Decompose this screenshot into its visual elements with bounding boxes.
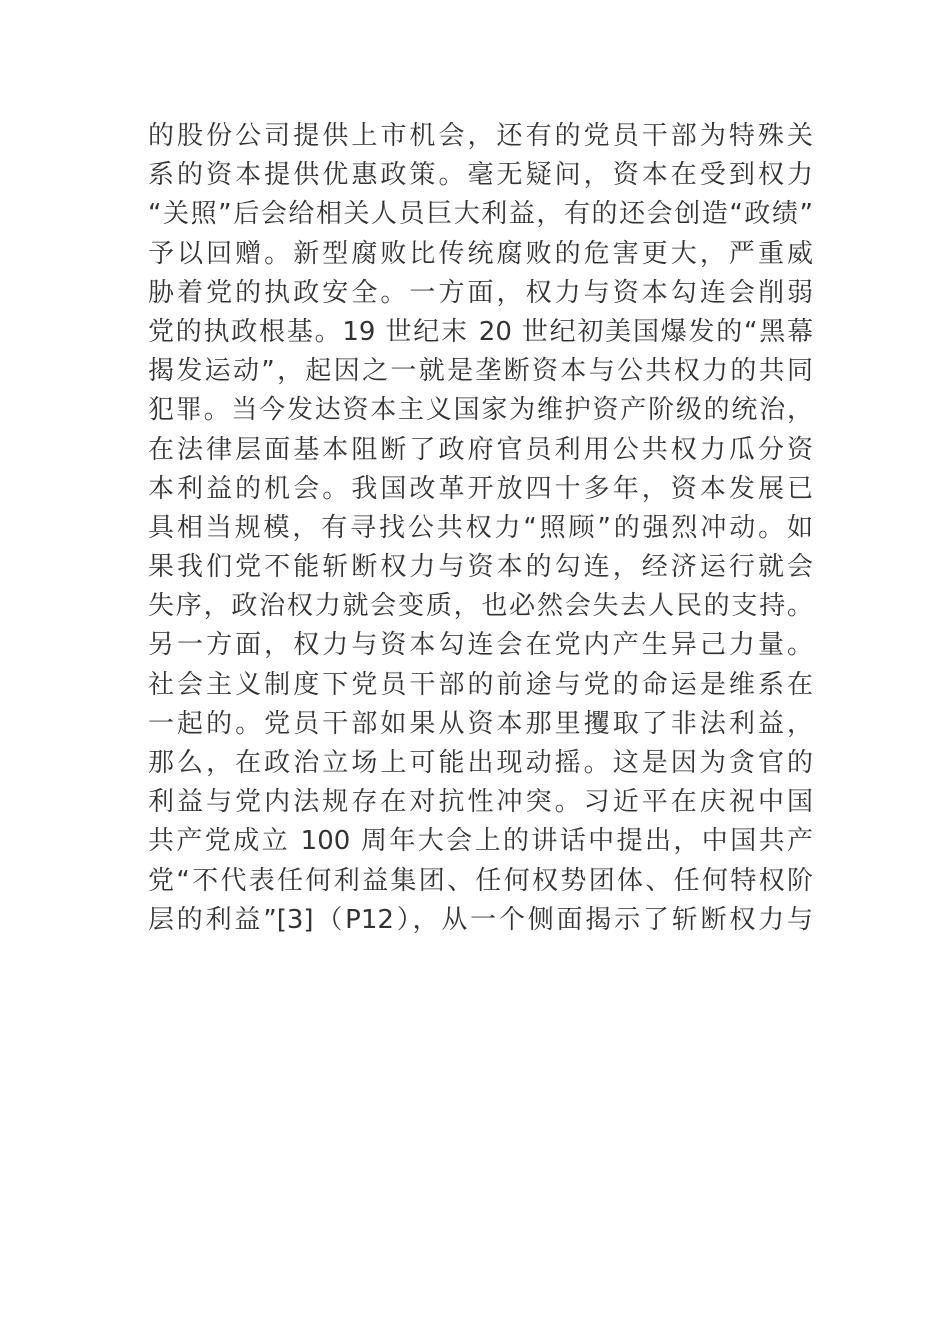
text-line-2: 系的资本提供优惠政策。毫无疑问，资本在受到权力 bbox=[148, 160, 813, 191]
text-line-21: 层的利益”[3]（P12），从一个侧面揭示了斩断权力与 bbox=[148, 904, 813, 935]
text-line-3: “关照”后会给相关人员巨大利益，有的还会创造“政绩” bbox=[148, 199, 813, 230]
body-paragraph bbox=[148, 117, 813, 940]
text-line-20: 党“不代表任何利益集团、任何权势团体、任何特权阶 bbox=[148, 865, 813, 896]
text-line-14: 另一方面，权力与资本勾连会在党内产生异己力量。 bbox=[148, 630, 813, 661]
text-line-17: 那么，在政治立场上可能出现动摇。这是因为贪官的 bbox=[148, 748, 813, 778]
text-line-4: 予以回赠。新型腐败比传统腐败的危害更大，严重威 bbox=[148, 238, 813, 269]
text-line-6: 党的执政根基。19 世纪末 20 世纪初美国爆发的“黑幕 bbox=[148, 316, 813, 347]
text-line-19: 共产党成立 100 周年大会上的讲话中提出，中国共产 bbox=[148, 826, 813, 857]
text-line-8: 犯罪。当今发达资本主义国家为维护资产阶级的统治， bbox=[148, 395, 813, 426]
text-line-11: 具相当规模，有寻找公共权力“照顾”的强烈冲动。如 bbox=[148, 512, 813, 543]
text-line-7: 揭发运动”，起因之一就是垄断资本与公共权力的共同 bbox=[148, 356, 813, 387]
text-line-5: 胁着党的执政安全。一方面，权力与资本勾连会削弱 bbox=[148, 277, 813, 308]
text-line-1: 的股份公司提供上市机会，还有的党员干部为特殊关 bbox=[148, 121, 813, 151]
text-line-16: 一起的。党员干部如果从资本那里攫取了非法利益， bbox=[148, 708, 813, 739]
text-line-9: 在法律层面基本阻断了政府官员利用公共权力瓜分资 bbox=[148, 434, 813, 465]
text-line-13: 失序，政治权力就会变质，也必然会失去人民的支持。 bbox=[148, 591, 813, 622]
text-line-12: 果我们党不能斩断权力与资本的勾连，经济运行就会 bbox=[148, 552, 813, 583]
text-line-18: 利益与党内法规存在对抗性冲突。习近平在庆祝中国 bbox=[148, 787, 813, 818]
text-line-10: 本利益的机会。我国改革开放四十多年，资本发展已 bbox=[148, 473, 813, 504]
text-line-15: 社会主义制度下党员干部的前途与党的命运是维系在 bbox=[148, 669, 813, 700]
